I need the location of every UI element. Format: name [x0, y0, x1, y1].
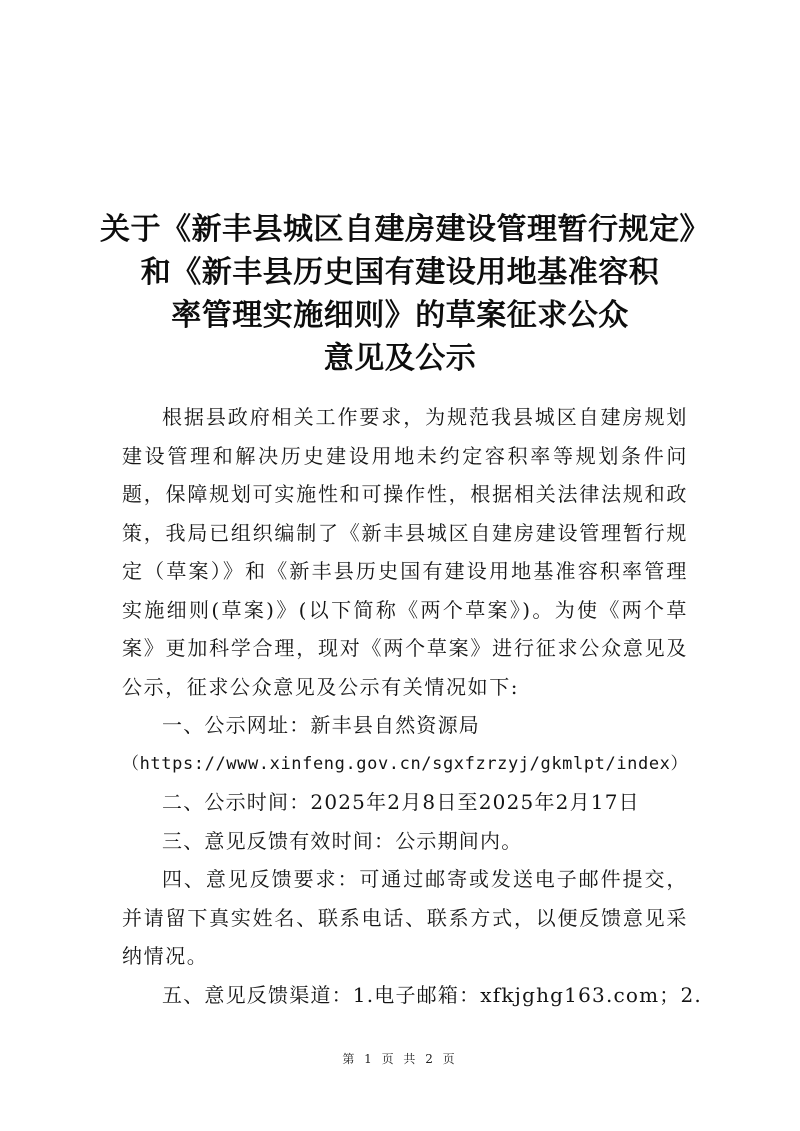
item-website-url: （https://www.xinfeng.gov.cn/sgxfzrzyj/gkmlpt/index）: [122, 753, 689, 774]
item-feedback-requirements: 四、意见反馈要求：可通过邮寄或发送电子邮件提交，并请留下真实姓名、联系电话、联系方式，以便反馈意见采纳情况。: [122, 867, 688, 968]
document-body: [122, 398, 702, 1014]
page-indicator: 第 1 页 共 2 页: [342, 1052, 458, 1066]
document-title: [100, 208, 710, 380]
title-line-3: 率管理实施细则》的草案征求公众: [171, 298, 629, 333]
title-line-1: 关于《新丰县城区自建房建设管理暂行规定》: [100, 212, 710, 247]
title-line-4: 意见及公示: [323, 341, 477, 376]
item-website-label: 一、公示网址：新丰县自然资源局: [162, 713, 480, 737]
intro-paragraph: 根据县政府相关工作要求，为规范我县城区自建房规划建设管理和解决历史建设用地未约定容积率等规划条件问题，保障规划可实施性和可操作性，根据相关法律法规和政策，我局已组织编制了《新丰县城区自建房建设管理暂行规定（草案）》和《新丰县历史国有建设用地基准容积率管理实施细则(草案)》(以下简称《两个草案》)。为使《两个草案》更加科学合理，现对《两个草案》进行征求公众意见及公示，征求公众意见及公示有关情况如下:: [122, 405, 688, 699]
item-feedback-validity: 三、意见反馈有效时间：公示期间内。: [162, 828, 523, 853]
title-line-2: 和《新丰县历史国有建设用地基准容积: [140, 255, 660, 290]
item-publicity-period: 二、公示时间：2025年2月8日至2025年2月17日: [162, 790, 640, 814]
item-feedback-channels: 五、意见反馈渠道：1.电子邮箱：xfkjghg163.com；2.: [162, 982, 702, 1007]
